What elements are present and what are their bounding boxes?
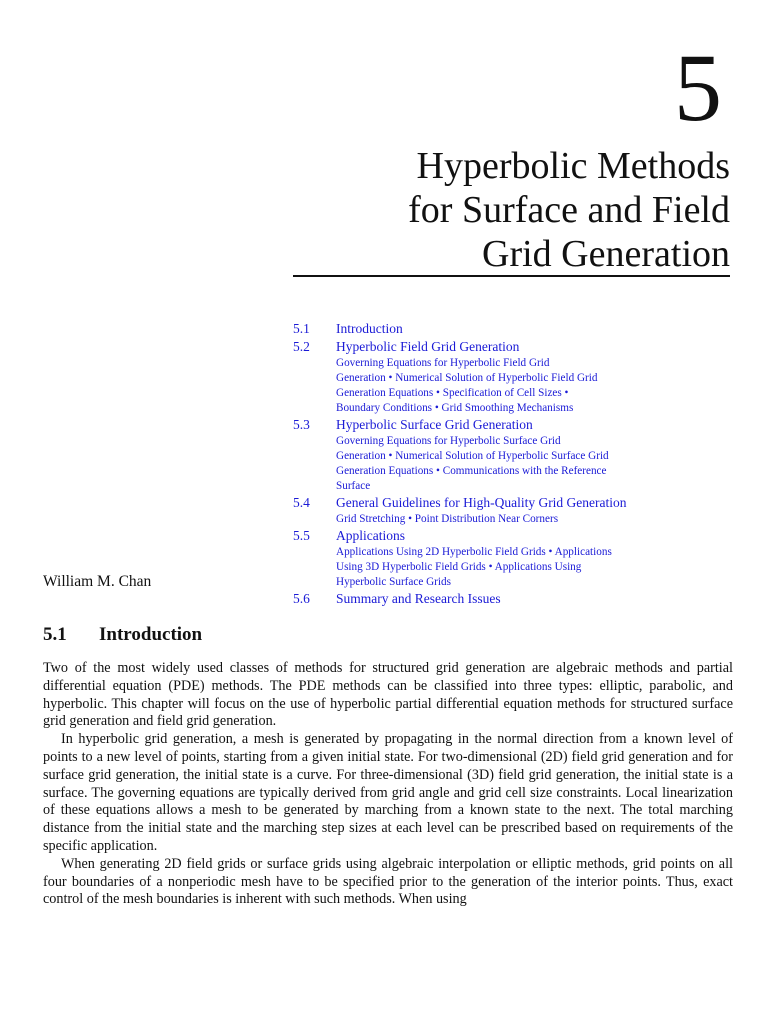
toc-number: 5.4 — [293, 495, 310, 510]
paragraph: In hyperbolic grid generation, a mesh is generated by propagating in the normal direction from a known level of points to a new level of points, starting from a given initial state. For two-dimensional (2D) field grid generation and for surface grid generation, the initial state is a curve. For three-dimensional (3D) field grid generation, the initial state is a surface. The governing equations are typically derived from grid angle and grid cell size constraints. Local linearization of these equations allows a mesh to be generated by marching from a known state to the next. The total marching distance from the initial state and the marching step sizes at each level can be prescribed based on requirements of the specific application. — [43, 731, 733, 854]
toc-subtopic-line: Generation Equations • Communications with the Reference — [336, 465, 607, 477]
toc-entry-5-6[interactable] — [293, 590, 733, 608]
toc-subtopic-line: Surface — [336, 480, 371, 492]
toc-entry-5-3[interactable] — [293, 416, 733, 494]
section-number: 5.1 — [43, 624, 67, 645]
toc-title[interactable]: Hyperbolic Surface Grid Generation — [336, 417, 533, 432]
toc-title[interactable]: Applications — [336, 528, 405, 543]
paragraph: When generating 2D field grids or surface grids using algebraic interpolation or elliptic methods, grid points on all four boundaries of a nonperiodic mesh have to be specified prior to the generation of the interior points. Thus, exact control of the mesh boundaries is inherent with such methods. When using — [43, 855, 733, 908]
toc-number: 5.5 — [293, 528, 310, 543]
chapter-number: 5 — [674, 34, 722, 141]
toc-subtopic-line: Generation Equations • Specification of Cell Sizes • — [336, 387, 569, 399]
table-of-contents — [293, 320, 733, 608]
toc-subtopic-line: Generation • Numerical Solution of Hyperbolic Field Grid — [336, 372, 598, 384]
toc-subtopic-line: Using 3D Hyperbolic Field Grids • Applications Using — [336, 561, 582, 573]
toc-subtopic-line: Applications Using 2D Hyperbolic Field Grids • Applications — [336, 546, 612, 558]
section-title: Introduction — [99, 624, 203, 645]
toc-subtopic-line: Governing Equations for Hyperbolic Field Grid — [336, 357, 550, 369]
toc-entry-5-1[interactable] — [293, 320, 733, 338]
paragraph: Two of the most widely used classes of methods for structured grid generation are algebraic methods and partial differential equation (PDE) methods. The PDE methods can be classified into three types: elliptic, parabolic, and hyperbolic. This chapter will focus on the use of hyperbolic partial differential equation methods for structured surface grid generation and field grid generation. — [43, 660, 733, 730]
title-rule — [293, 275, 730, 277]
chapter-title — [270, 144, 730, 276]
toc-entry-5-5[interactable] — [293, 527, 733, 590]
chapter-title-line: Grid Generation — [482, 233, 730, 275]
chapter-title-line: Hyperbolic Methods — [416, 145, 730, 187]
toc-title[interactable]: Introduction — [336, 321, 403, 336]
toc-title[interactable]: Hyperbolic Field Grid Generation — [336, 339, 520, 354]
toc-number: 5.3 — [293, 417, 310, 432]
toc-subtopic-line: Boundary Conditions • Grid Smoothing Mechanisms — [336, 402, 574, 414]
toc-entry-5-2[interactable] — [293, 338, 733, 416]
toc-number: 5.6 — [293, 591, 310, 606]
toc-title[interactable]: General Guidelines for High-Quality Grid Generation — [336, 495, 627, 510]
section-heading — [43, 624, 202, 646]
author-name: William M. Chan — [43, 573, 152, 590]
toc-number: 5.1 — [293, 321, 310, 336]
chapter-title-line: for Surface and Field — [408, 189, 730, 231]
toc-number: 5.2 — [293, 339, 310, 354]
toc-title[interactable]: Summary and Research Issues — [336, 591, 501, 606]
toc-entry-5-4[interactable] — [293, 494, 733, 527]
body-text — [43, 660, 733, 909]
toc-subtopic-line: Grid Stretching • Point Distribution Near Corners — [336, 513, 559, 525]
toc-subtopic-line: Governing Equations for Hyperbolic Surface Grid — [336, 435, 561, 447]
toc-subtopic-line: Generation • Numerical Solution of Hyperbolic Surface Grid — [336, 450, 609, 462]
toc-subtopic-line: Hyperbolic Surface Grids — [336, 576, 451, 588]
